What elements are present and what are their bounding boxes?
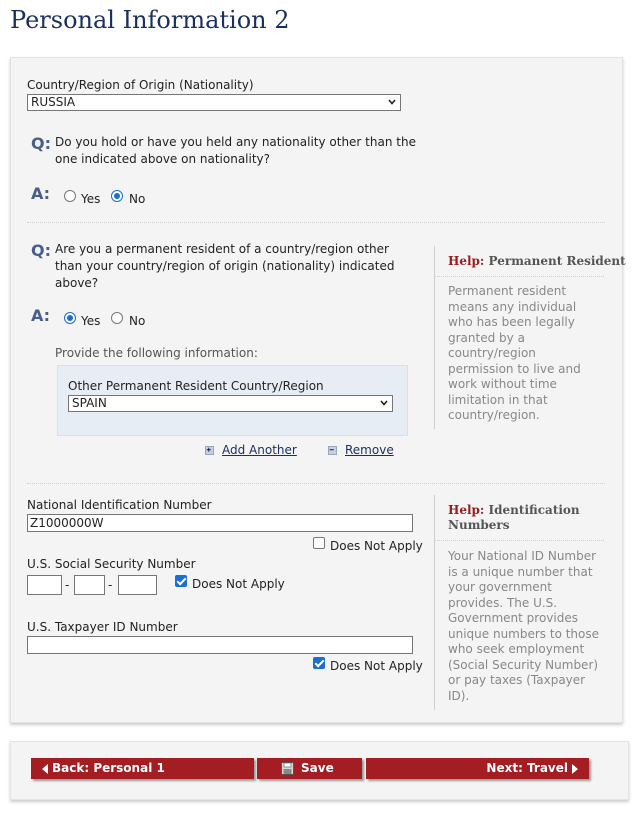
help-title-permanent-resident	[448, 254, 626, 269]
add-icon[interactable]	[205, 446, 214, 455]
help-title-identification	[448, 503, 580, 533]
next-button-label: Next: Travel	[486, 761, 568, 775]
nationality-select[interactable]	[27, 94, 401, 111]
national-id-does-not-apply-checkbox[interactable]	[313, 537, 325, 549]
taxpayer-id-label: U.S. Taxpayer ID Number	[27, 620, 178, 634]
help-line: is a unique number that	[448, 564, 593, 579]
help-line: country/region.	[448, 408, 540, 422]
national-id-input[interactable]: Z1000000W	[27, 514, 413, 532]
chevron-down-icon	[388, 98, 396, 106]
help-prefix: Help:	[448, 254, 485, 268]
save-button[interactable]	[257, 758, 362, 779]
question-line: Are you a permanent resident of a country/region other	[55, 242, 389, 256]
help-line: Permanent resident	[448, 284, 567, 298]
help-divider	[434, 246, 435, 429]
question-line: Do you hold or have you held any nationality other than the	[55, 135, 416, 149]
help-title-text: Numbers	[448, 518, 510, 532]
help-title-text: Permanent Resident	[488, 254, 626, 268]
help-line: country/region	[448, 346, 536, 360]
help-title-divider	[434, 276, 604, 277]
section-divider	[27, 483, 605, 484]
nationality-value: RUSSIA	[31, 95, 76, 109]
remove-icon[interactable]	[328, 446, 337, 455]
answer-marker: A:	[31, 306, 51, 325]
ssn-part2-input[interactable]	[74, 575, 105, 595]
chevron-down-icon	[380, 399, 388, 407]
other-nationality-no-radio[interactable]	[111, 190, 123, 202]
help-line: ID).	[448, 688, 470, 703]
provide-info-text: Provide the following information:	[55, 346, 258, 360]
permanent-resident-no-radio[interactable]	[111, 312, 123, 324]
help-line: your government	[448, 580, 552, 594]
taxpayer-id-does-not-apply-label: Does Not Apply	[330, 659, 423, 673]
page-title: Personal Information 2	[10, 6, 290, 34]
other-nationality-question	[55, 134, 416, 168]
help-line: Your National ID Number	[448, 549, 597, 563]
taxpayer-id-input[interactable]	[27, 636, 413, 654]
help-line: unique numbers to those	[448, 626, 600, 641]
help-title-divider	[434, 540, 604, 541]
ssn-part3-input[interactable]	[118, 575, 157, 595]
national-id-does-not-apply-label: Does Not Apply	[330, 539, 423, 553]
section-divider	[27, 222, 605, 223]
question-line: than your country/region of origin (nationality) indicated	[55, 259, 395, 273]
ssn-label: U.S. Social Security Number	[27, 557, 196, 571]
permanent-resident-no-label: No	[129, 314, 146, 328]
back-button[interactable]	[31, 758, 254, 779]
next-button[interactable]	[366, 758, 589, 779]
other-nationality-yes-label: Yes	[81, 192, 101, 206]
help-divider	[434, 495, 435, 710]
save-icon	[281, 762, 294, 775]
question-line: one indicated above on nationality?	[55, 152, 271, 166]
ssn-does-not-apply-label: Does Not Apply	[192, 577, 285, 591]
arrow-right-icon	[572, 764, 578, 774]
help-text-identification	[448, 549, 599, 704]
help-line: provides. The U.S.	[448, 595, 558, 610]
other-nationality-no-label: No	[129, 192, 146, 206]
ssn-does-not-apply-checkbox[interactable]	[175, 575, 187, 587]
help-line: who seek employment	[448, 642, 585, 656]
taxpayer-id-does-not-apply-checkbox[interactable]	[313, 657, 325, 669]
permanent-resident-yes-label: Yes	[81, 314, 101, 328]
help-line: or pay taxes (Taxpayer	[448, 673, 586, 687]
save-button-label: Save	[301, 761, 334, 775]
question-line: above?	[55, 276, 99, 290]
other-country-select[interactable]	[68, 395, 393, 412]
help-line: means any individual	[448, 299, 577, 314]
other-nationality-yes-radio[interactable]	[64, 190, 76, 202]
help-line: permission to live and	[448, 361, 581, 376]
question-marker: Q:	[31, 241, 51, 260]
national-id-label: National Identification Number	[27, 498, 212, 512]
ssn-part1-input[interactable]	[27, 575, 62, 595]
arrow-left-icon	[42, 764, 48, 774]
nationality-label: Country/Region of Origin (Nationality)	[27, 78, 254, 92]
permanent-resident-yes-radio[interactable]	[64, 312, 76, 324]
help-line: work without time	[448, 377, 557, 391]
help-prefix: Help:	[448, 503, 485, 517]
help-line: Government provides	[448, 611, 578, 625]
help-line: (Social Security Number)	[448, 657, 599, 672]
ssn-separator: -	[108, 578, 113, 592]
other-country-value: SPAIN	[72, 396, 107, 410]
remove-link[interactable]: Remove	[345, 443, 394, 457]
help-line: who has been legally	[448, 315, 575, 329]
other-country-label: Other Permanent Resident Country/Region	[68, 379, 324, 393]
back-button-label: Back: Personal 1	[52, 761, 165, 775]
help-line: granted by a	[448, 330, 525, 345]
help-text-permanent-resident	[448, 284, 581, 424]
ssn-separator: -	[65, 578, 70, 592]
help-line: limitation in that	[448, 392, 548, 407]
permanent-resident-question	[55, 241, 394, 292]
help-title-text: Identification	[488, 503, 580, 517]
question-marker: Q:	[31, 134, 51, 153]
answer-marker: A:	[31, 184, 51, 203]
add-another-link[interactable]: Add Another	[222, 443, 297, 457]
